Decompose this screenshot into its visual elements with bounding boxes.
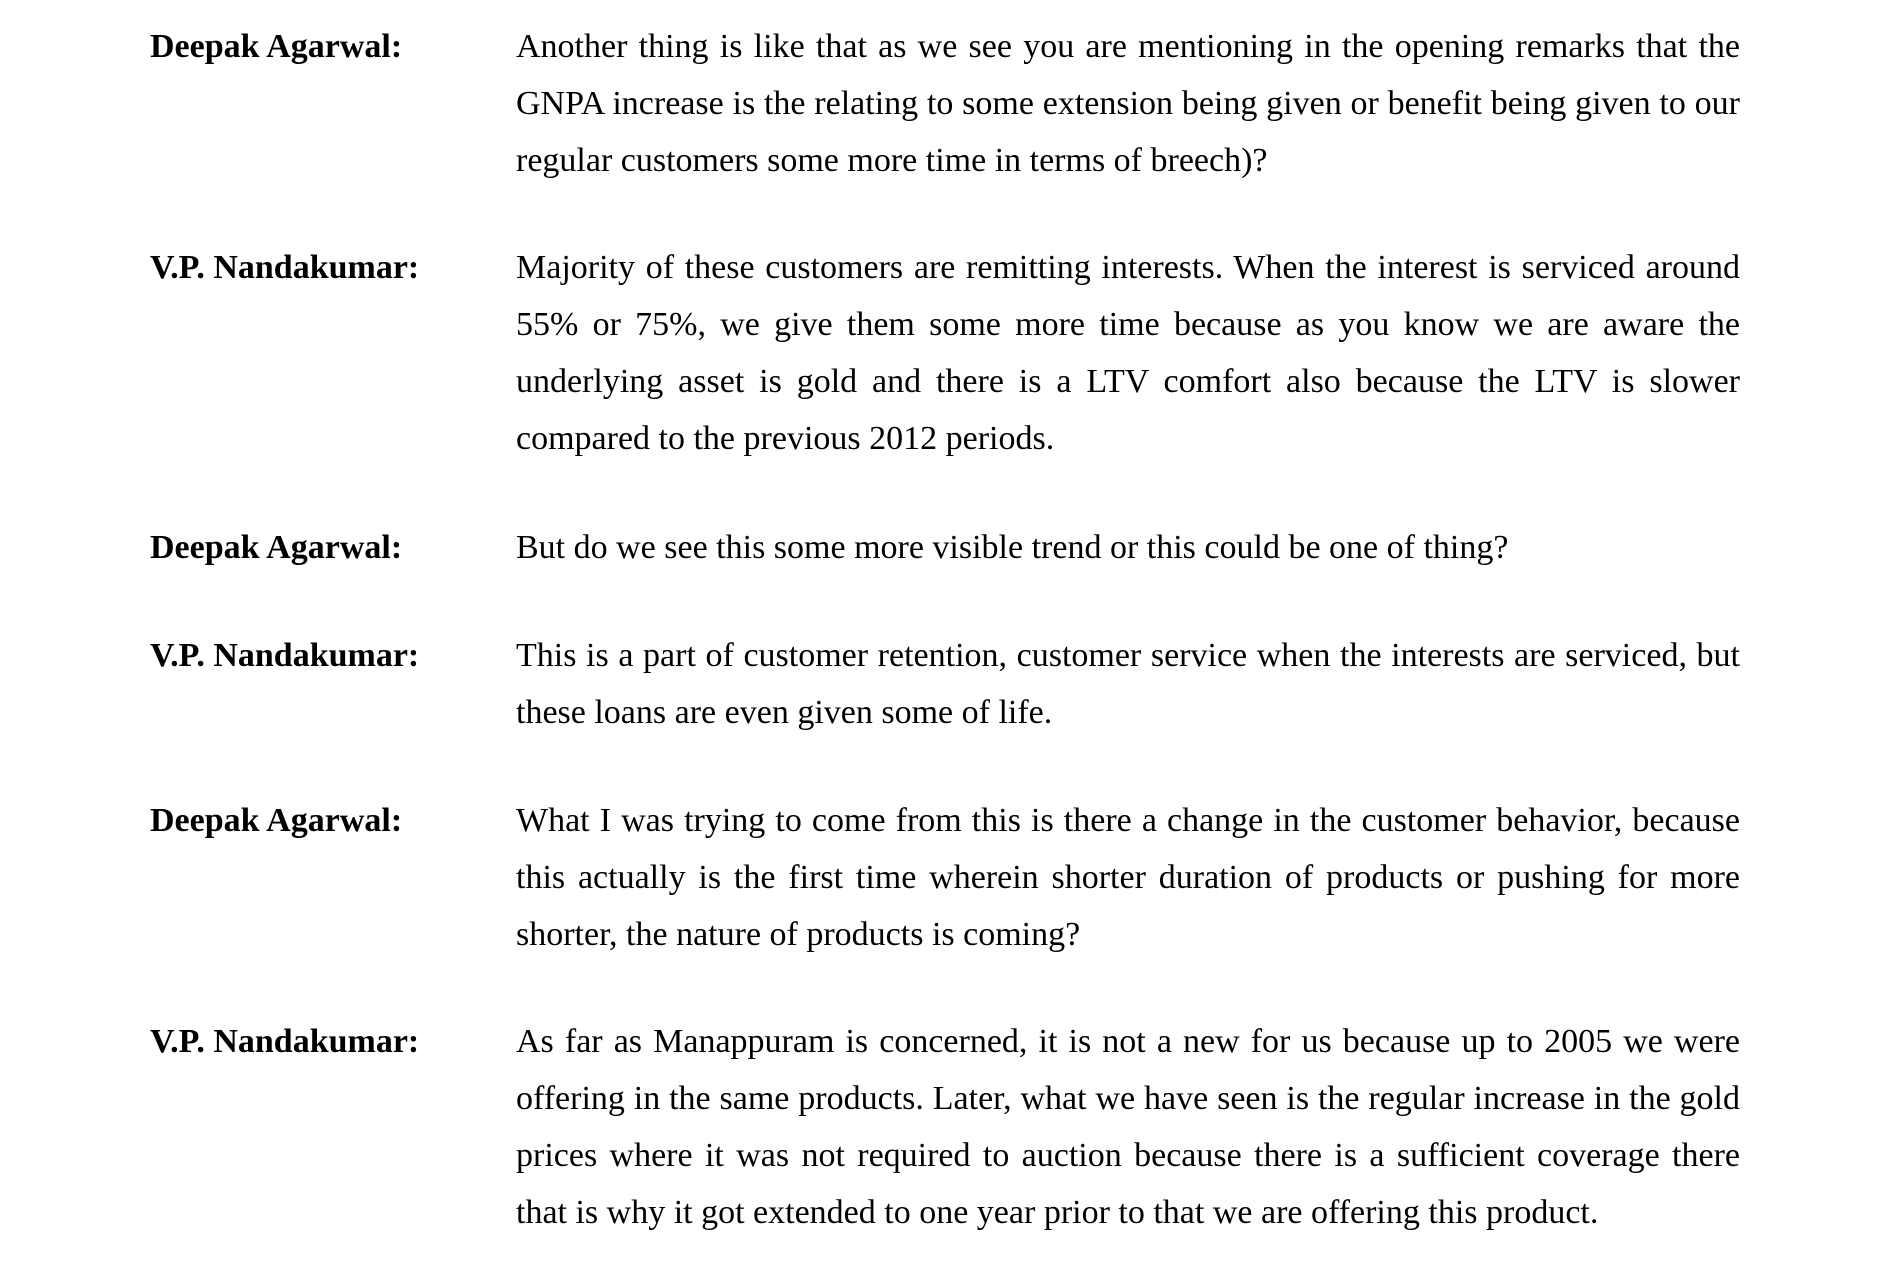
speaker-name: Deepak Agarwal: xyxy=(150,802,403,839)
speaker-name: V.P. Nandakumar: xyxy=(150,637,420,674)
transcript-entry xyxy=(150,792,1740,963)
transcript-entry xyxy=(150,627,1740,741)
speaker-name: V.P. Nandakumar: xyxy=(150,249,420,286)
utterance-text: Majority of these customers are remitting interests. When the interest is serviced around 55% or 75%, we give them some more time because as you know we are aware the underlying asset is gold and there is a LTV comfort also because the LTV is slower compared to the previous 2012 periods. xyxy=(516,249,1740,457)
utterance-text: But do we see this some more visible trend or this could be one of thing? xyxy=(516,529,1509,566)
utterance-text: What I was trying to come from this is there a change in the customer behavior, because this actually is the first time wherein shorter duration of products or pushing for more shorter, the nature of products is coming? xyxy=(516,802,1740,953)
transcript-entry xyxy=(150,1013,1740,1241)
transcript-entry xyxy=(150,18,1740,189)
utterance-text: This is a part of customer retention, customer service when the interests are serviced, but these loans are even given some of life. xyxy=(516,637,1740,731)
transcript-entry xyxy=(150,519,1740,576)
speaker-name: Deepak Agarwal: xyxy=(150,529,403,566)
utterance-text: Another thing is like that as we see you are mentioning in the opening remarks that the GNPA increase is the relating to some extension being given or benefit being given to our regular customers some more time in terms of breech)? xyxy=(516,28,1740,179)
speaker-name: V.P. Nandakumar: xyxy=(150,1023,420,1060)
utterance-text: As far as Manappuram is concerned, it is not a new for us because up to 2005 we were offering in the same products. Later, what we have seen is the regular increase in the gold prices where it was not required to auction because there is a sufficient coverage there that is why it got extended to one year prior to that we are offering this product. xyxy=(516,1023,1740,1231)
transcript-entry xyxy=(150,239,1740,467)
speaker-name: Deepak Agarwal: xyxy=(150,28,403,65)
